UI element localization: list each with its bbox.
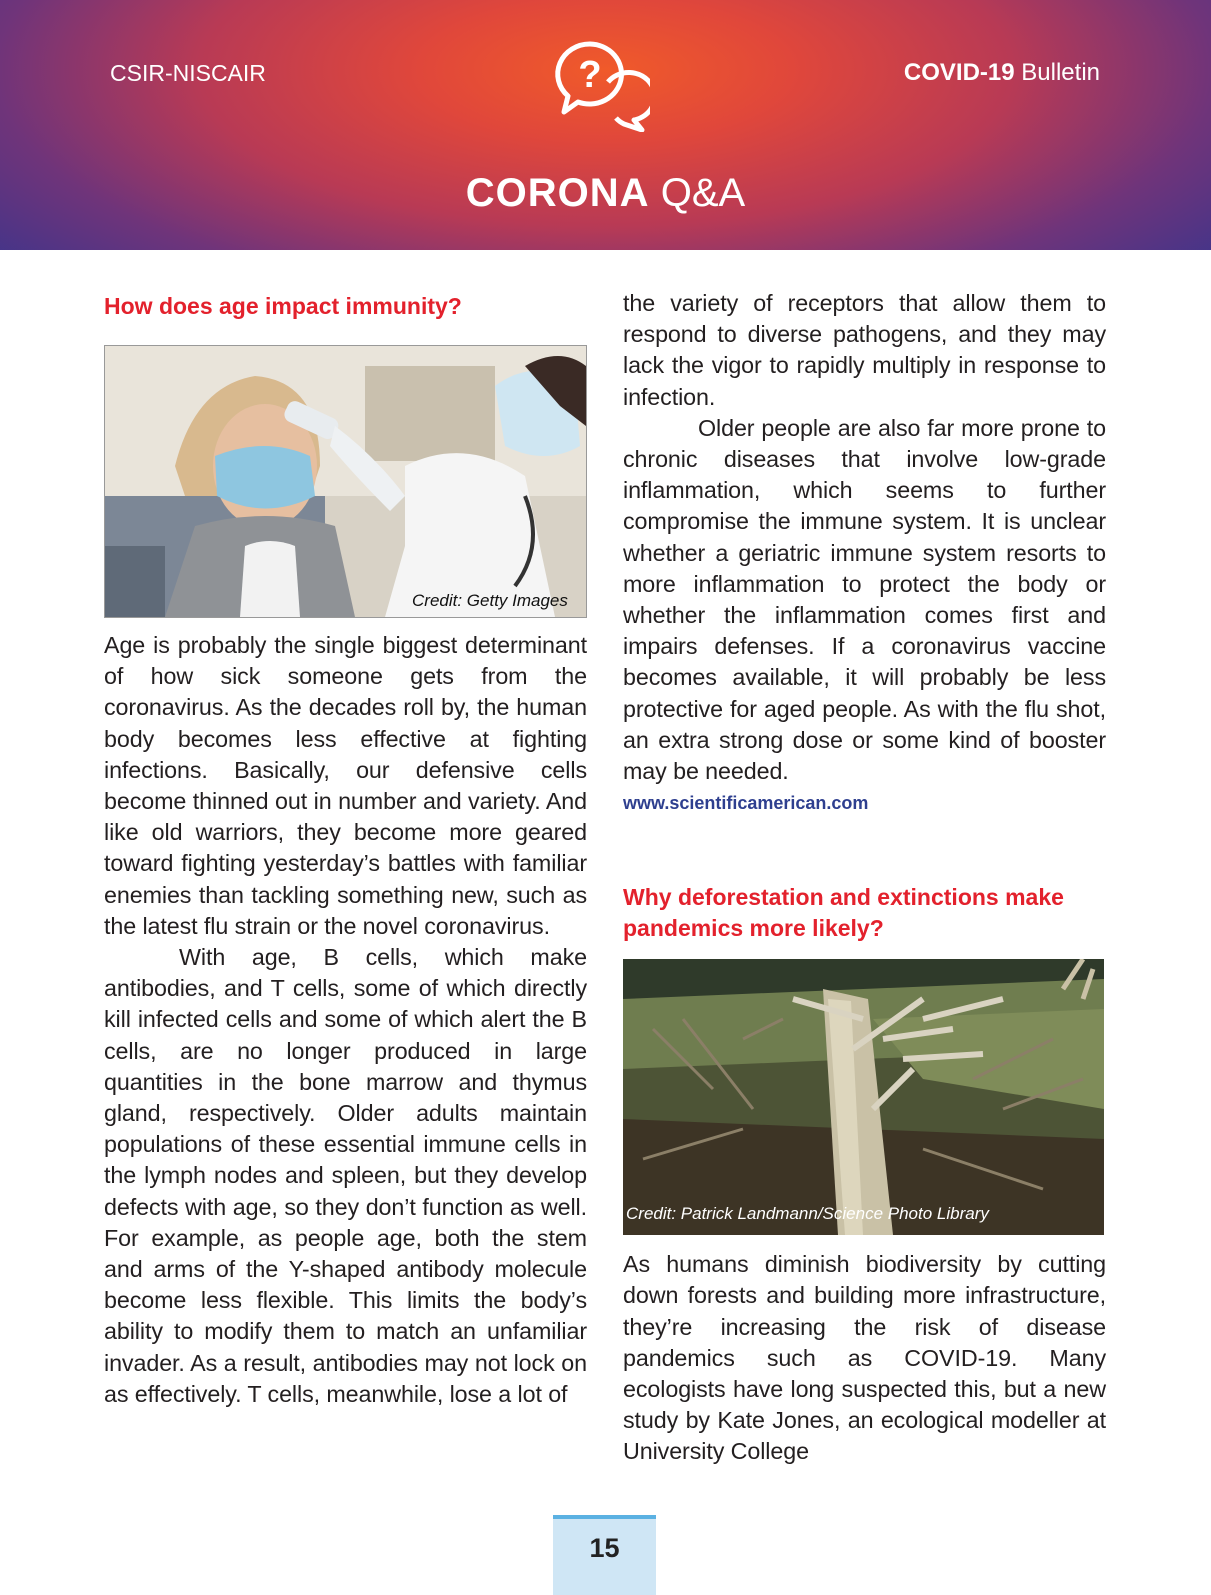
article1-paragraph-1: Age is probably the single biggest determinant of how sick someone gets from the coronavirus. As the decades roll by, the human body becomes less effective at fighting infections. Basically, our defensive cells become thinned out in number and variety. And like old warriors, they become more geared toward fighting yesterday’s battles with familiar enemies than tackling something new, such as the latest flu strain or the novel coronavirus. <box>104 632 587 939</box>
title-bold: CORONA <box>465 171 650 215</box>
article1-paragraph-2-continued: the variety of receptors that allow them to respond to diverse pathogens, and they may lack the vigor to rapidly multiply in response to infection. <box>623 290 1106 410</box>
photo-temperature-check <box>104 345 587 618</box>
felled-tree-image <box>623 959 1104 1235</box>
question-heading-deforestation: Why deforestation and extinctions make pandemics more likely? <box>623 884 1064 942</box>
page-number: 15 <box>553 1515 656 1595</box>
header-banner <box>0 0 1211 250</box>
left-column <box>104 291 587 1410</box>
org-name: CSIR-NISCAIR <box>110 60 266 86</box>
temperature-check-image <box>105 346 586 617</box>
bulletin-rest: Bulletin <box>1021 59 1100 86</box>
photo-felled-tree <box>623 959 1104 1235</box>
article2-paragraph-1: As humans diminish biodiversity by cutting down forests and building more infrastructure, they’re increasing the risk of disease pandemics such as COVID-19. Many ecologists have long suspected this, but a new study by Kate Jones, an ecological modeller at University College <box>623 1251 1106 1465</box>
bulletin-label <box>904 59 1100 87</box>
photo-credit-getty: Credit: Getty Images <box>412 591 568 610</box>
question-heading-age: How does age impact immunity? <box>104 293 462 319</box>
question-chat-icon <box>550 40 650 132</box>
page-title <box>0 171 1211 216</box>
article1-paragraph-2: With age, B cells, which make antibodies, and T cells, some of which directly kill infected cells and some of which alert the B cells, are no longer produced in large quantities in the bone marrow and thymus gland, respectively. Older adults maintain populations of these essential immune cells in the lymph nodes and spleen, but they develop defects with age, so they don’t function as well. For example, as people age, both the stem and arms of the Y-shaped antibody molecule become less flexible. This limits the body’s ability to modify them to match an unfamiliar invader. As a result, antibodies may not lock on as effectively. T cells, meanwhile, lose a lot of <box>104 944 587 1407</box>
bulletin-bold: COVID-19 <box>903 59 1015 86</box>
title-rest: Q&A <box>660 171 746 215</box>
article1-paragraph-3: Older people are also far more prone to chronic diseases that involve low-grade inflammation, which seems to further compromise the immune system. It is unclear whether a geriatric immune system resorts to more inflammation to protect the body or whether the inflammation comes first and impairs defenses. If a coronavirus vaccine becomes available, it will probably be less protective for aged people. As with the flu shot, an extra strong dose or some kind of booster may be needed. <box>623 414 1106 785</box>
photo-credit-landmann: Credit: Patrick Landmann/Science Photo Library <box>626 1204 989 1224</box>
svg-text:?: ? <box>578 54 602 96</box>
right-column <box>623 291 1106 1468</box>
source-link[interactable]: www.scientificamerican.com <box>623 793 869 814</box>
